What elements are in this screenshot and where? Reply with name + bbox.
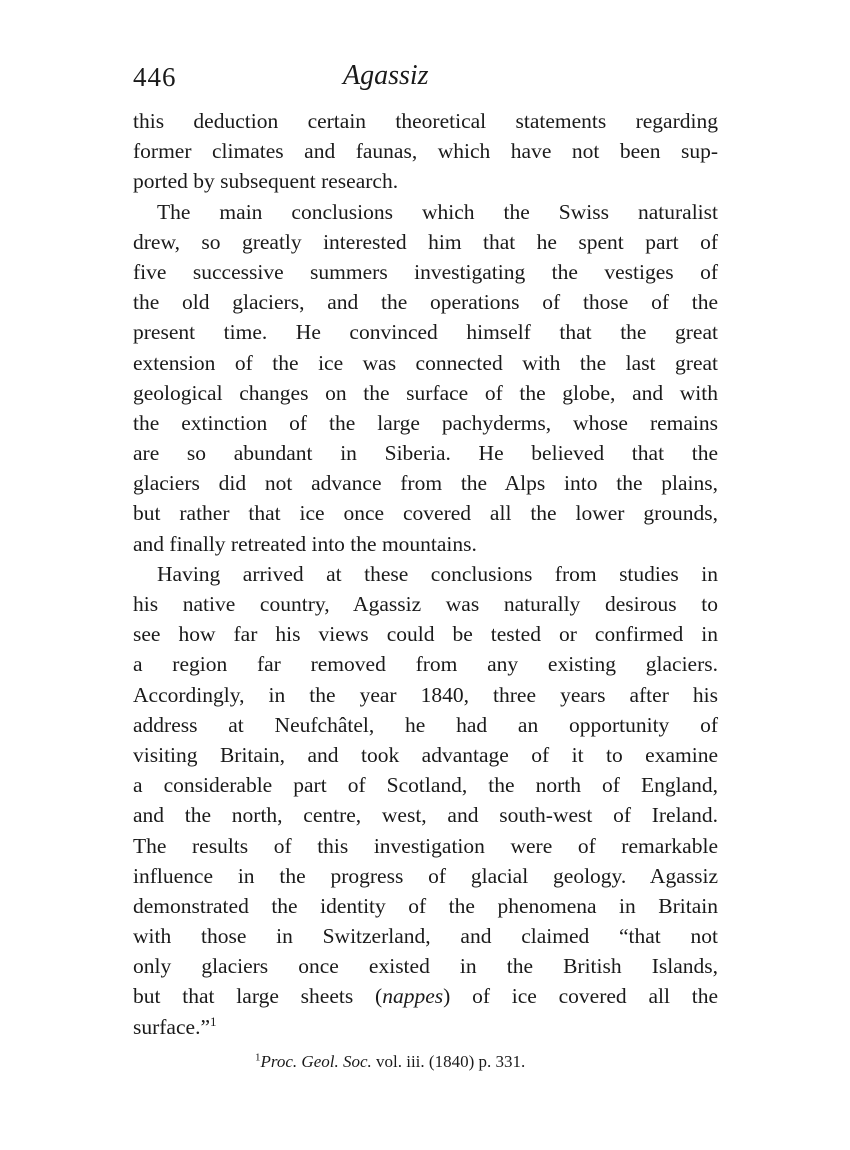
text-line: the extinction of the large pachyderms, whose remains xyxy=(133,410,718,435)
text-line: only glaciers once existed in the British Islands, xyxy=(133,954,718,979)
page-header xyxy=(133,62,723,102)
paragraph-start-line: The main conclusions which the Swiss naturalist xyxy=(157,199,718,224)
text-line: are so abundant in Siberia. He believed that the xyxy=(133,441,718,466)
footnote-journal: Proc. Geol. Soc. xyxy=(260,1052,372,1071)
text-line: five successive summers investigating the vestiges of xyxy=(133,259,718,284)
text-segment: surface.” xyxy=(133,1014,210,1039)
paragraph-start-line: Having arrived at these conclusions from studies in xyxy=(157,561,718,586)
text-line: The results of this investigation were of remarkable xyxy=(133,833,718,858)
body-text xyxy=(133,106,718,1042)
text-line: this deduction certain theoretical statements regarding xyxy=(133,109,718,133)
text-segment: but that large sheets ( xyxy=(133,984,383,1009)
text-line-with-italic xyxy=(133,981,718,1011)
text-line: present time. He convinced himself that the great xyxy=(133,320,718,345)
italic-term: nappes xyxy=(382,984,444,1009)
text-line: glaciers did not advance from the Alps into the plains, xyxy=(133,471,718,496)
text-line: and the north, centre, west, and south-west of Ireland. xyxy=(133,803,718,828)
text-line-with-footnote-ref xyxy=(133,1012,718,1042)
text-line: ported by subsequent research. xyxy=(133,169,399,194)
running-title: Agassiz xyxy=(343,60,429,91)
text-line: but rather that ice once covered all the lower grounds, xyxy=(133,501,718,526)
text-line: a region far removed from any existing glaciers. xyxy=(133,652,718,677)
page-number: 446 xyxy=(133,62,177,92)
footnote-mark: 1 xyxy=(255,1051,261,1064)
text-line: with those in Switzerland, and claimed “that not xyxy=(133,924,718,949)
text-line: see how far his views could be tested or confirmed in xyxy=(133,622,718,647)
text-line: extension of the ice was connected with the last great xyxy=(133,350,718,375)
text-line: drew, so greatly interested him that he spent part of xyxy=(133,229,718,254)
text-line: and finally retreated into the mountains. xyxy=(133,531,477,556)
text-line: a considerable part of Scotland, the north of England, xyxy=(133,773,718,798)
text-line: visiting Britain, and took advantage of it to examine xyxy=(133,742,718,767)
text-line: demonstrated the identity of the phenomena in Britain xyxy=(133,893,718,918)
text-line: the old glaciers, and the operations of those of the xyxy=(133,290,718,315)
text-line: geological changes on the surface of the globe, and with xyxy=(133,380,718,405)
text-segment: ) of ice covered all the xyxy=(443,984,719,1009)
text-line: his native country, Agassiz was naturally desirous to xyxy=(133,592,718,616)
text-line: influence in the progress of glacial geology. Agassiz xyxy=(133,863,718,888)
text-line: address at Neufchâtel, he had an opportunity of xyxy=(133,712,718,737)
text-line: former climates and faunas, which have not been sup- xyxy=(133,139,718,164)
footnote-reference: 1 xyxy=(209,1013,217,1029)
text-line: Accordingly, in the year 1840, three years after his xyxy=(133,682,718,707)
footnote-details: vol. iii. (1840) p. 331. xyxy=(371,1052,526,1071)
footnote xyxy=(255,1052,525,1072)
